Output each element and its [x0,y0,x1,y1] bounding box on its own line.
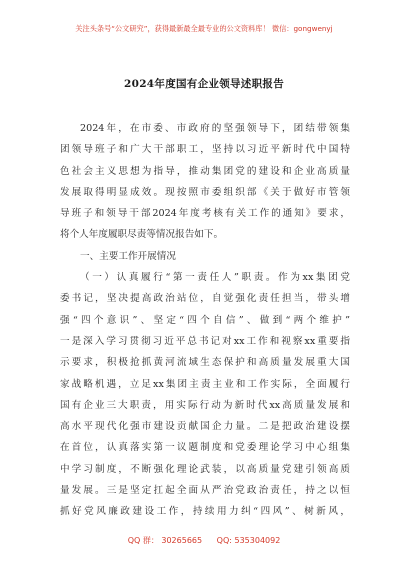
body-line: （一）认真履行“第一责任人”职责。作为xx集团党 [80,272,350,284]
body-line: 抓好党风廉政建设工作，持续用力纠“四风”、树新风， [60,506,350,518]
body-line: 一是深入学习贯彻习近平总书记对xx工作和视察xx重要指 [60,335,350,347]
body-line: 将个人年度履职尽责等情况报告如下。 [60,229,224,241]
body-line: 示要求，积极抢抓黄河流域生态保护和高质量发展重大国 [60,357,350,369]
footer-contact [0,535,408,546]
body-line: 团领导班子和广大干部职工，坚持以习近平新时代中国特 [60,144,350,156]
footer-qq-group: QQ 群： 30265665 [127,536,203,545]
body-line: 在首位，认真落实第一议题制度和党委理论学习中心组集 [60,442,350,454]
body-line: 高水平现代化强市建设贡献国企力量。二是把政治建设摆 [60,421,350,433]
body-line: 委书记，坚决提高政治站位，自觉强化责任担当，带头增 [60,293,350,305]
body-line: 色社会主义思想为指导，推动集团党的建设和企业高质量 [60,165,350,177]
document-title: 2024年度国有企业领导述职报告 [123,78,285,90]
body-line: 发展取得明显成效。现按照市委组织部《关于做好市管领 [60,186,350,198]
header-promo-note: 关注头条号“公文研究”，获得最新最全最专业的公文资料库！ 微信：gongwenyj [75,24,333,33]
body-line: 2024年，在市委、市政府的坚强领导下，团结带领集 [80,123,350,134]
body-line: 家战略机遇，立足xx集团主责主业和工作实际，全面履行 [60,378,350,390]
footer-qq-number: QQ: 535304092 [216,536,281,545]
body-line: 导班子和领导干部2024年度考核有关工作的通知》要求， [60,208,350,220]
body-line: 中学习制度，不断强化理论武装，以高质量党建引领高质 [60,463,350,475]
body-line: 强“四个意识”、坚定“四个自信”、做到“两个维护” [60,314,350,326]
body-line: 国有企业三大职责，用实际行动为新时代xx高质量发展和 [60,399,350,411]
section-heading: 一、主要工作开展情况 [80,250,176,262]
document-body [60,118,350,523]
body-line: 量发展。三是坚定扛起全面从严治党政治责任，持之以恒 [60,485,350,497]
